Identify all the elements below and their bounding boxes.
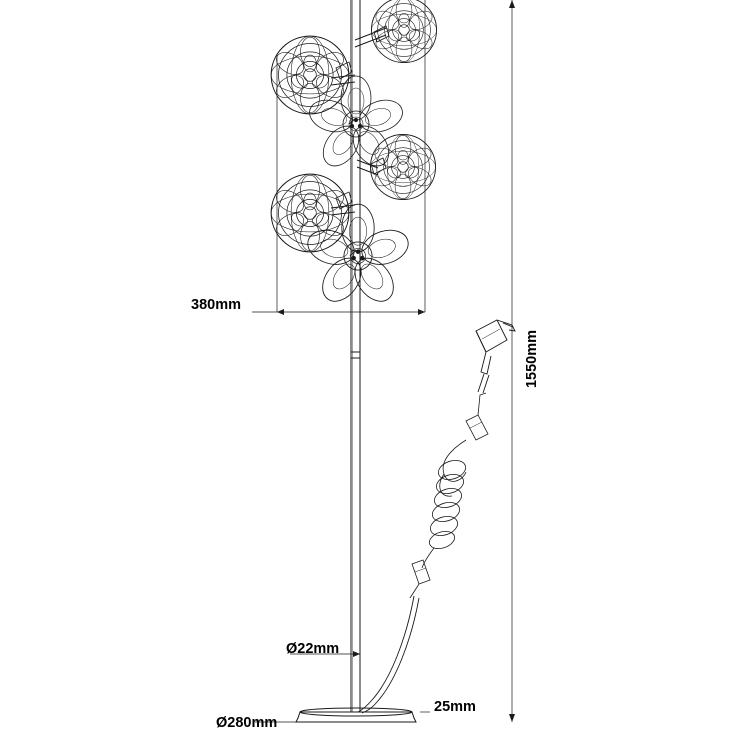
lamp-shade-globe-3 xyxy=(370,134,435,199)
dimension-label-total-height: 1550mm xyxy=(524,330,540,389)
power-cable xyxy=(358,596,419,713)
dimension-label-base-diameter: Ø280mm xyxy=(216,715,278,731)
pole xyxy=(351,0,360,712)
lamp-body xyxy=(271,0,515,722)
power-adapter xyxy=(476,320,515,393)
dimension-label-pole-diameter: Ø22mm xyxy=(286,641,340,657)
lamp-shade-globe-1 xyxy=(371,0,436,63)
inline-switch xyxy=(410,560,430,598)
dimension-label-shade-height: 380mm xyxy=(191,297,241,313)
base-plate xyxy=(296,708,416,722)
lamp-shade-flower-1 xyxy=(305,76,406,173)
dimension-arrows xyxy=(277,0,515,722)
coiled-cable xyxy=(422,440,468,568)
dimension-label-base-height: 25mm xyxy=(434,699,476,715)
lamp-shade-flower-2 xyxy=(303,204,412,308)
cable-connector xyxy=(466,393,488,440)
